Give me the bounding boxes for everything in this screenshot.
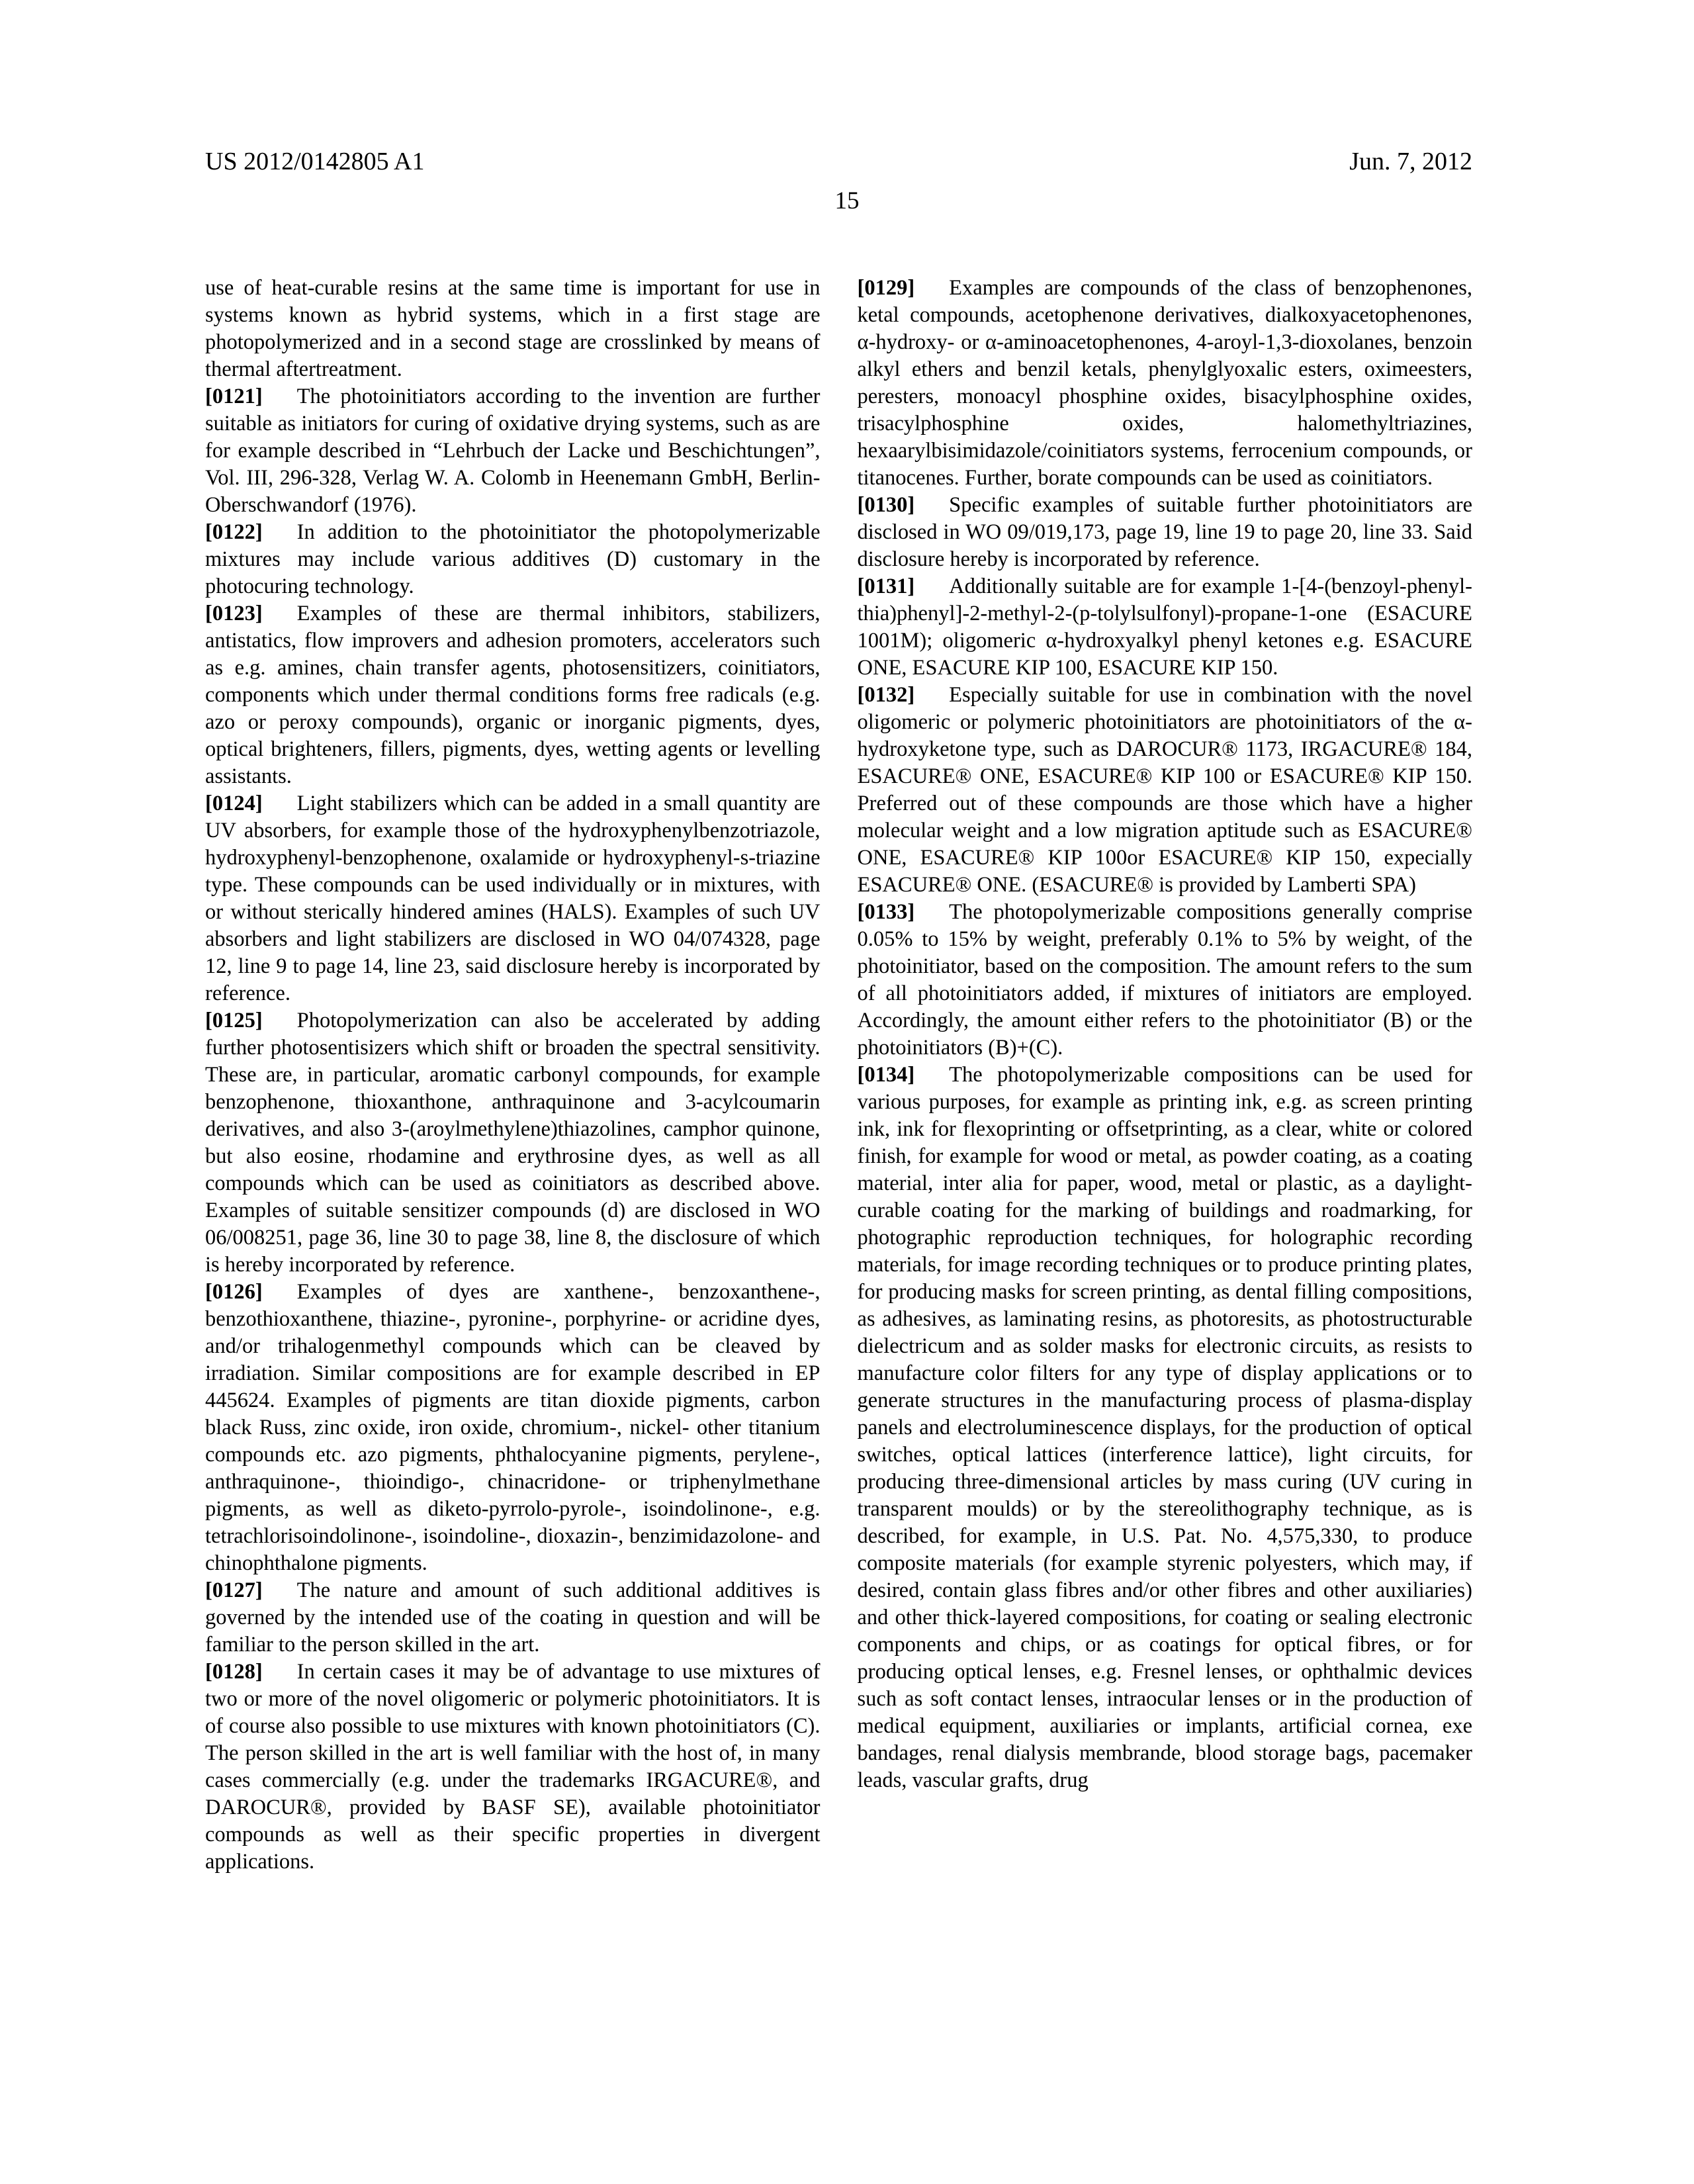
paragraph-text: The nature and amount of such additional additives is governed by the intended use of the coating in question and will be familiar to the person skilled in the art. bbox=[205, 1578, 821, 1657]
paragraph-number: [0130] bbox=[857, 493, 915, 517]
paragraph-number: [0132] bbox=[857, 683, 915, 707]
paragraph-text: The photopolymerizable compositions generally comprise 0.05% to 15% by weight, preferably 0.1% to 5% by weight, of the photoinitiator, based on the composition. The amount refers to the sum of all photoinitiators added, if mixtures of initiators are employed. Accordingly, the amount either refers to the photoinitiator (B) or the photoinitiators (B)+(C). bbox=[857, 900, 1472, 1060]
paragraph-0129 bbox=[858, 275, 1473, 492]
paragraph-0121 bbox=[205, 383, 821, 519]
paragraph-number: [0129] bbox=[857, 276, 915, 300]
paragraph-0134 bbox=[858, 1062, 1473, 1794]
page-number: 15 bbox=[834, 187, 860, 214]
page-header bbox=[0, 0, 1694, 176]
paragraph-number: [0128] bbox=[205, 1660, 263, 1684]
paragraph-text: Examples of these are thermal inhibitors, stabilizers, antistatics, flow improvers and adhesion promoters, accelerators such as e.g. amines, chain transfer agents, photosensitizers, coinitiators, components which under thermal conditions forms free radicals (e.g. azo or peroxy compounds), organic or inorganic pigments, dyes, optical brighteners, fillers, pigments, dyes, wetting agents or levelling assistants. bbox=[205, 602, 821, 788]
paragraph-number: [0126] bbox=[205, 1280, 263, 1304]
paragraph-text: Light stabilizers which can be added in a small quantity are UV absorbers, for example those of the hydroxyphenylbenzotriazole, hydroxyphenyl-benzophenone, oxalamide or hydroxyphenyl-s-triazine type. These compounds can be used individually or in mixtures, with or without sterically hindered amines (HALS). Examples of such UV absorbers and light stabilizers are disclosed in WO 04/074328, page 12, line 9 to page 14, line 23, said disclosure hereby is incorporated by reference. bbox=[205, 792, 821, 1005]
paragraph-number: [0122] bbox=[205, 520, 263, 544]
paragraph-number: [0125] bbox=[205, 1009, 263, 1032]
paragraph-0123 bbox=[205, 600, 821, 790]
paragraph-number: [0123] bbox=[205, 602, 263, 625]
paragraph-text: Examples of dyes are xanthene-, benzoxanthene-, benzothioxanthene, thiazine-, pyronine-, porphyrine- or acridine dyes, and/or trihalogenmethyl compounds which can be cleaved by irradiation. Similar compositions are for example described in EP 445624. Examples of pigments are titan dioxide pigments, carbon black Russ, zinc oxide, iron oxide, chromium-, nickel- other titanium compounds etc. azo pigments, phthalocyanine pigments, perylene-, anthraquinone-, thioindigo-, chinacridone- or triphenylmethane pigments, as well as diketo-pyrrolo-pyrole-, isoindolinone-, e.g. tetrachlorisoindolinone-, isoindoline-, dioxazin-, benzimidazolone- and chinophthalone pigments. bbox=[205, 1280, 821, 1575]
paragraph-0126 bbox=[205, 1279, 821, 1577]
paragraph-0130 bbox=[858, 492, 1473, 573]
paragraph-number: [0131] bbox=[857, 574, 915, 598]
paragraph-0131 bbox=[858, 573, 1473, 682]
paragraph-0132 bbox=[858, 682, 1473, 899]
publication-date: Jun. 7, 2012 bbox=[1349, 148, 1472, 175]
paragraph-text: The photoinitiators according to the invention are further suitable as initiators for curing of oxidative drying systems, such as are for example described in “Lehrbuch der Lacke und Beschichtungen”, Vol. III, 296-328, Verlag W. A. Colomb in Heenemann GmbH, Berlin-Oberschwandorf (1976). bbox=[205, 385, 821, 517]
patent-number: US 2012/0142805 A1 bbox=[205, 148, 425, 175]
paragraph-text: In certain cases it may be of advantage to use mixtures of two or more of the novel oligomeric or polymeric photoinitiators. It is of course also possible to use mixtures with known photoinitiators (C). The person skilled in the art is well familiar with the host of, in many cases commercially (e.g. under the trademarks IRGACURE®, and DAROCUR®, provided by BASF SE), available photoinitiator compounds as well as their specific properties in divergent applications. bbox=[205, 1660, 821, 1874]
paragraph-text: Especially suitable for use in combination with the novel oligomeric or polymeric photoinitiators are photoinitiators of the α-hydroxyketone type, such as DAROCUR® 1173, IRGACURE® 184, ESACURE® ONE, ESACURE® KIP 100 or ESACURE® KIP 150. Preferred out of these compounds are those which have a higher molecular weight and a low migration aptitude such as ESACURE® ONE, ESACURE® KIP 100or ESACURE® KIP 150, expecially ESACURE® ONE. (ESACURE® is provided by Lamberti SPA) bbox=[857, 683, 1472, 897]
paragraph-number: [0133] bbox=[857, 900, 915, 924]
paragraph-intro bbox=[205, 275, 821, 383]
paragraph-number: [0121] bbox=[205, 385, 263, 408]
left-column bbox=[205, 275, 821, 1876]
paragraph-number: [0127] bbox=[205, 1578, 263, 1602]
paragraph-text: use of heat-curable resins at the same time is important for use in systems known as hybrid systems, which in a first stage are photopolymerized and in a second stage are crosslinked by means of thermal aftertreatment. bbox=[205, 276, 821, 381]
paragraph-text: The photopolymerizable compositions can be used for various purposes, for example as printing ink, e.g. as screen printing ink, ink for flexoprinting or offsetprinting, as a clear, white or colored finish, for example for wood or metal, as powder coating, as a coating material, inter alia for paper, wood, metal or plastic, as a daylight-curable coating for the marking of buildings and roadmarking, for photographic reproduction techniques, for holographic recording materials, for image recording techniques or to produce printing plates, for producing masks for screen printing, as dental filling compositions, as adhesives, as laminating resins, as photoresits, as photostructurable dielectricum and as solder masks for electronic circuits, as resists to manufacture color filters for any type of display applications or to generate structures in the manufacturing process of plasma-display panels and electroluminescence displays, for the production of optical switches, optical lattices (interference lattice), light circuits, for producing three-dimensional articles by mass curing (UV curing in transparent moulds) or by the stereolithography technique, as is described, for example, in U.S. Pat. No. 4,575,330, to produce composite materials (for example styrenic polyesters, which may, if desired, contain glass fibres and/or other fibres and other auxiliaries) and other thick-layered compositions, for coating or sealing electronic components and chips, or as coatings for optical fibres, or for producing optical lenses, e.g. Fresnel lenses, or ophthalmic devices such as soft contact lenses, intraocular lenses or in the production of medical equipment, auxiliaries or implants, artificial cornea, exe bandages, renal dialysis membrande, blood storage bags, pacemaker leads, vascular grafts, drug bbox=[857, 1063, 1472, 1792]
paragraph-0125 bbox=[205, 1007, 821, 1279]
paragraph-text: Specific examples of suitable further photoinitiators are disclosed in WO 09/019,173, page 19, line 19 to page 20, line 33. Said disclosure hereby is incorporated by reference. bbox=[857, 493, 1472, 571]
paragraph-0124 bbox=[205, 790, 821, 1007]
paragraph-0127 bbox=[205, 1577, 821, 1659]
paragraph-text: Examples are compounds of the class of benzophenones, ketal compounds, acetophenone derivatives, dialkoxyacetophenones, α-hydroxy- or α-aminoacetophenones, 4-aroyl-1,3-dioxolanes, benzoin alkyl ethers and benzil ketals, phenylglyoxalic esters, oximeesters, peresters, monoacyl phosphine oxides, bisacylphosphine oxides, trisacylphosphine oxides, halomethyltriazines, hexaarylbisimidazole/coinitiators systems, ferrocenium compounds, or titanocenes. Further, borate compounds can be used as coinitiators. bbox=[857, 276, 1472, 490]
paragraph-0122 bbox=[205, 519, 821, 600]
paragraph-text: In addition to the photoinitiator the photopolymerizable mixtures may include various additives (D) customary in the photocuring technology. bbox=[205, 520, 821, 598]
text-columns bbox=[0, 215, 1694, 1876]
paragraph-number: [0124] bbox=[205, 792, 263, 815]
paragraph-0133 bbox=[858, 899, 1473, 1062]
paragraph-number: [0134] bbox=[857, 1063, 915, 1087]
right-column bbox=[858, 275, 1473, 1876]
paragraph-text: Additionally suitable are for example 1-[4-(benzoyl-phenyl-thia)phenyl]-2-methyl-2-(p-tolylsulfonyl)-propane-1-one (ESACURE 1001M); oligomeric α-hydroxyalkyl phenyl ketones e.g. ESACURE ONE, ESACURE KIP 100, ESACURE KIP 150. bbox=[857, 574, 1472, 680]
paragraph-text: Photopolymerization can also be accelerated by adding further photosentisizers which shift or broaden the spectral sensitivity. These are, in particular, aromatic carbonyl compounds, for example benzophenone, thioxanthone, anthraquinone and 3-acylcoumarin derivatives, and also 3-(aroylmethylene)thiazolines, camphor quinone, but also eosine, rhodamine and erythrosine dyes, as well as all compounds which can be used as coinitiators as described above. Examples of suitable sensitizer compounds (d) are disclosed in WO 06/008251, page 36, line 30 to page 38, line 8, the disclosure of which is hereby incorporated by reference. bbox=[205, 1009, 821, 1277]
paragraph-0128 bbox=[205, 1659, 821, 1876]
